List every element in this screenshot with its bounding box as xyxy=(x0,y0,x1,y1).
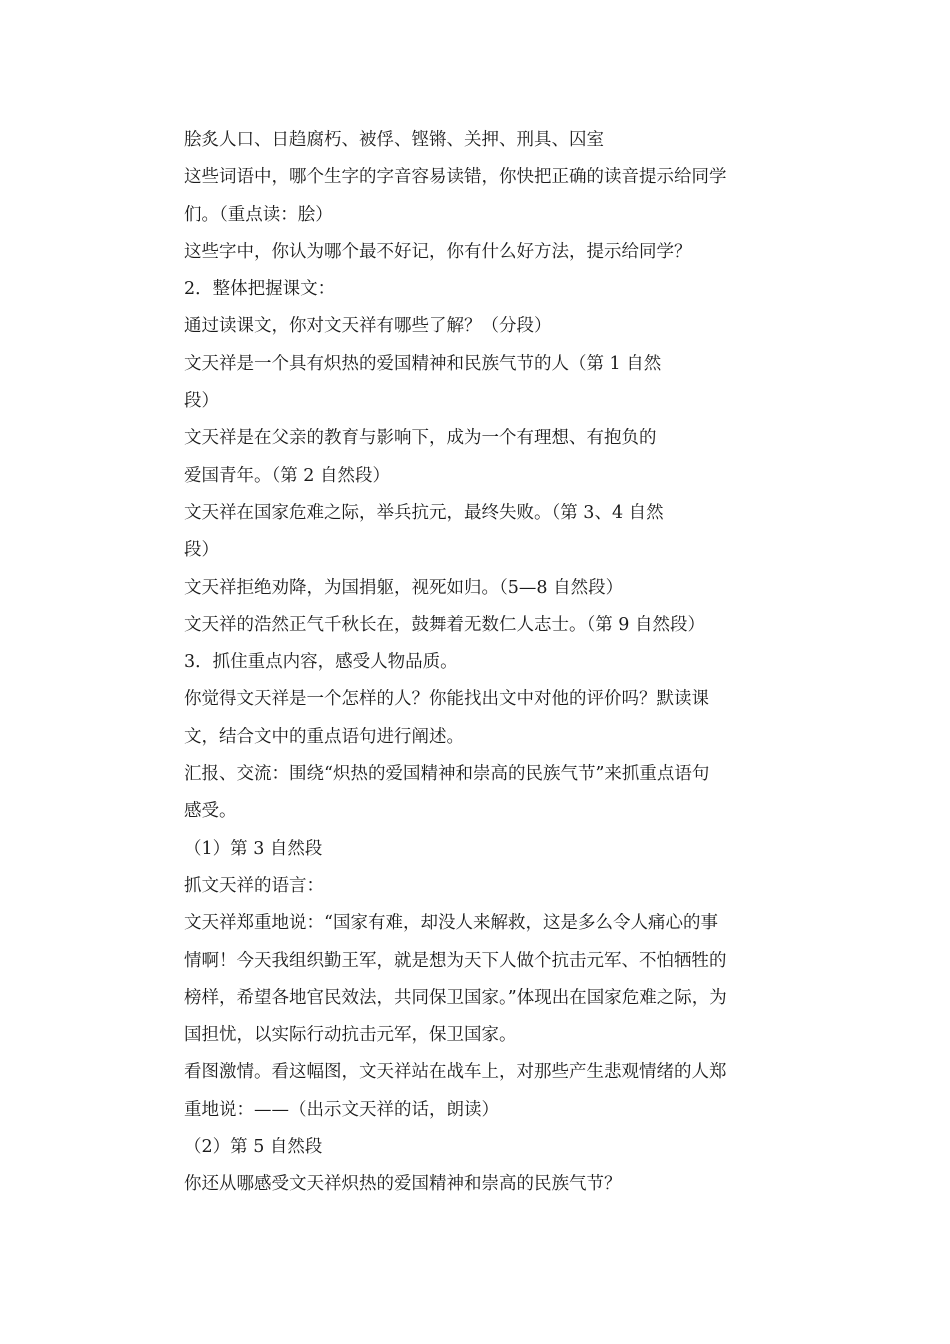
subsection-heading: （2）第 5 自然段 xyxy=(184,1137,323,1158)
text-line: 文天祥郑重地说：“国家有难，却没人来解救，这是多么令人痛心的事 xyxy=(184,913,718,934)
text-line: 抓文天祥的语言： xyxy=(184,875,324,896)
subsection-heading: （1）第 3 自然段 xyxy=(184,838,323,859)
section-heading: 2．整体把握课文： xyxy=(184,279,336,300)
text-line: 重地说：——（出示文天祥的话，朗读） xyxy=(184,1099,499,1120)
text-line: 文天祥拒绝劝降，为国捐躯，视死如归。（5—8 自然段） xyxy=(184,577,624,598)
text-line: 榜样，希望各地官民效法，共同保卫国家。”体现出在国家危难之际，为 xyxy=(184,987,727,1008)
text-line: 脍炙人口、日趋腐朽、被俘、铿锵、关押、刑具、囚室 xyxy=(184,130,604,150)
text-line: 文天祥的浩然正气千秋长在，鼓舞着无数仁人志士。（第 9 自然段） xyxy=(184,614,706,635)
text-line: 汇报、交流：围绕“炽热的爱国精神和崇高的民族气节”来抓重点语句 xyxy=(184,764,710,785)
text-line: 这些词语中，哪个生字的字音容易读错，你快把正确的读音提示给同学 xyxy=(184,167,727,188)
text-line: 国担忧，以实际行动抗击元军，保卫国家。 xyxy=(184,1025,517,1046)
text-line: 通过读课文，你对文天祥有哪些了解？（分段） xyxy=(184,316,552,337)
text-line: 们。（重点读：脍） xyxy=(184,204,333,225)
text-line: 你还从哪感受文天祥炽热的爱国精神和崇高的民族气节？ xyxy=(184,1174,622,1195)
document-body xyxy=(184,122,774,1204)
text-line: 文天祥是在父亲的教育与影响下，成为一个有理想、有抱负的 xyxy=(184,428,657,449)
text-line: 感受。 xyxy=(184,801,237,822)
text-line: 看图激情。看这幅图，文天祥站在战车上，对那些产生悲观情绪的人郑 xyxy=(184,1062,727,1083)
text-line: 文天祥是一个具有炽热的爱国精神和民族气节的人（第 1 自然 xyxy=(184,353,662,374)
text-line: 爱国青年。（第 2 自然段） xyxy=(184,465,391,486)
text-line: 文，结合文中的重点语句进行阐述。 xyxy=(184,726,464,747)
text-line: 段） xyxy=(184,391,219,412)
text-line: 文天祥在国家危难之际，举兵抗元，最终失败。（第 3、4 自然 xyxy=(184,502,664,523)
text-line: 这些字中，你认为哪个最不好记，你有什么好方法，提示给同学？ xyxy=(184,241,692,262)
text-line: 你觉得文天祥是一个怎样的人？你能找出文中对他的评价吗？默读课 xyxy=(184,689,709,710)
text-line: 段） xyxy=(184,540,219,561)
section-heading: 3．抓住重点内容，感受人物品质。 xyxy=(184,652,458,673)
text-line: 情啊！今天我组织勤王军，就是想为天下人做个抗击元军、不怕牺牲的 xyxy=(184,950,727,971)
